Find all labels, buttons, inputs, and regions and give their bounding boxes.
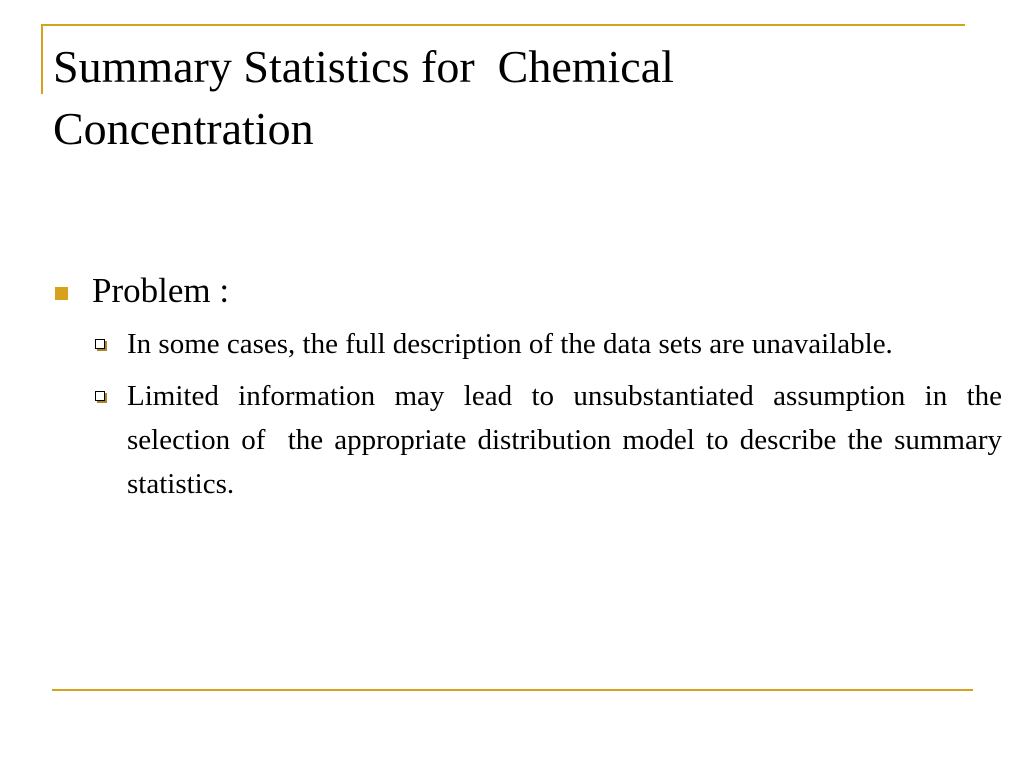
- title-accent-horizontal-line: [41, 24, 965, 26]
- footer-accent-line: [52, 689, 973, 691]
- hollow-square-bullet-icon: [95, 339, 105, 349]
- slide-title: Summary Statistics for Chemical Concentration: [53, 41, 674, 154]
- sub-bullet-text: In some cases, the full description of the data sets are unavailable.: [127, 328, 893, 360]
- title-accent-vertical-line: [41, 26, 43, 94]
- hollow-square-bullet-icon: [95, 391, 105, 401]
- bullet-item-problem: [55, 266, 1005, 316]
- sub-bullet-item: [95, 322, 1005, 366]
- square-bullet-icon: [55, 287, 68, 300]
- sub-bullet-text: Limited information may lead to unsubstantiated assumption in the selection of the appropriate distribution model to describe the summary statistics.: [127, 380, 1010, 500]
- slide-body: [55, 266, 1010, 514]
- sub-bullet-item: [95, 374, 1010, 506]
- bullet-text: Problem :: [92, 271, 230, 310]
